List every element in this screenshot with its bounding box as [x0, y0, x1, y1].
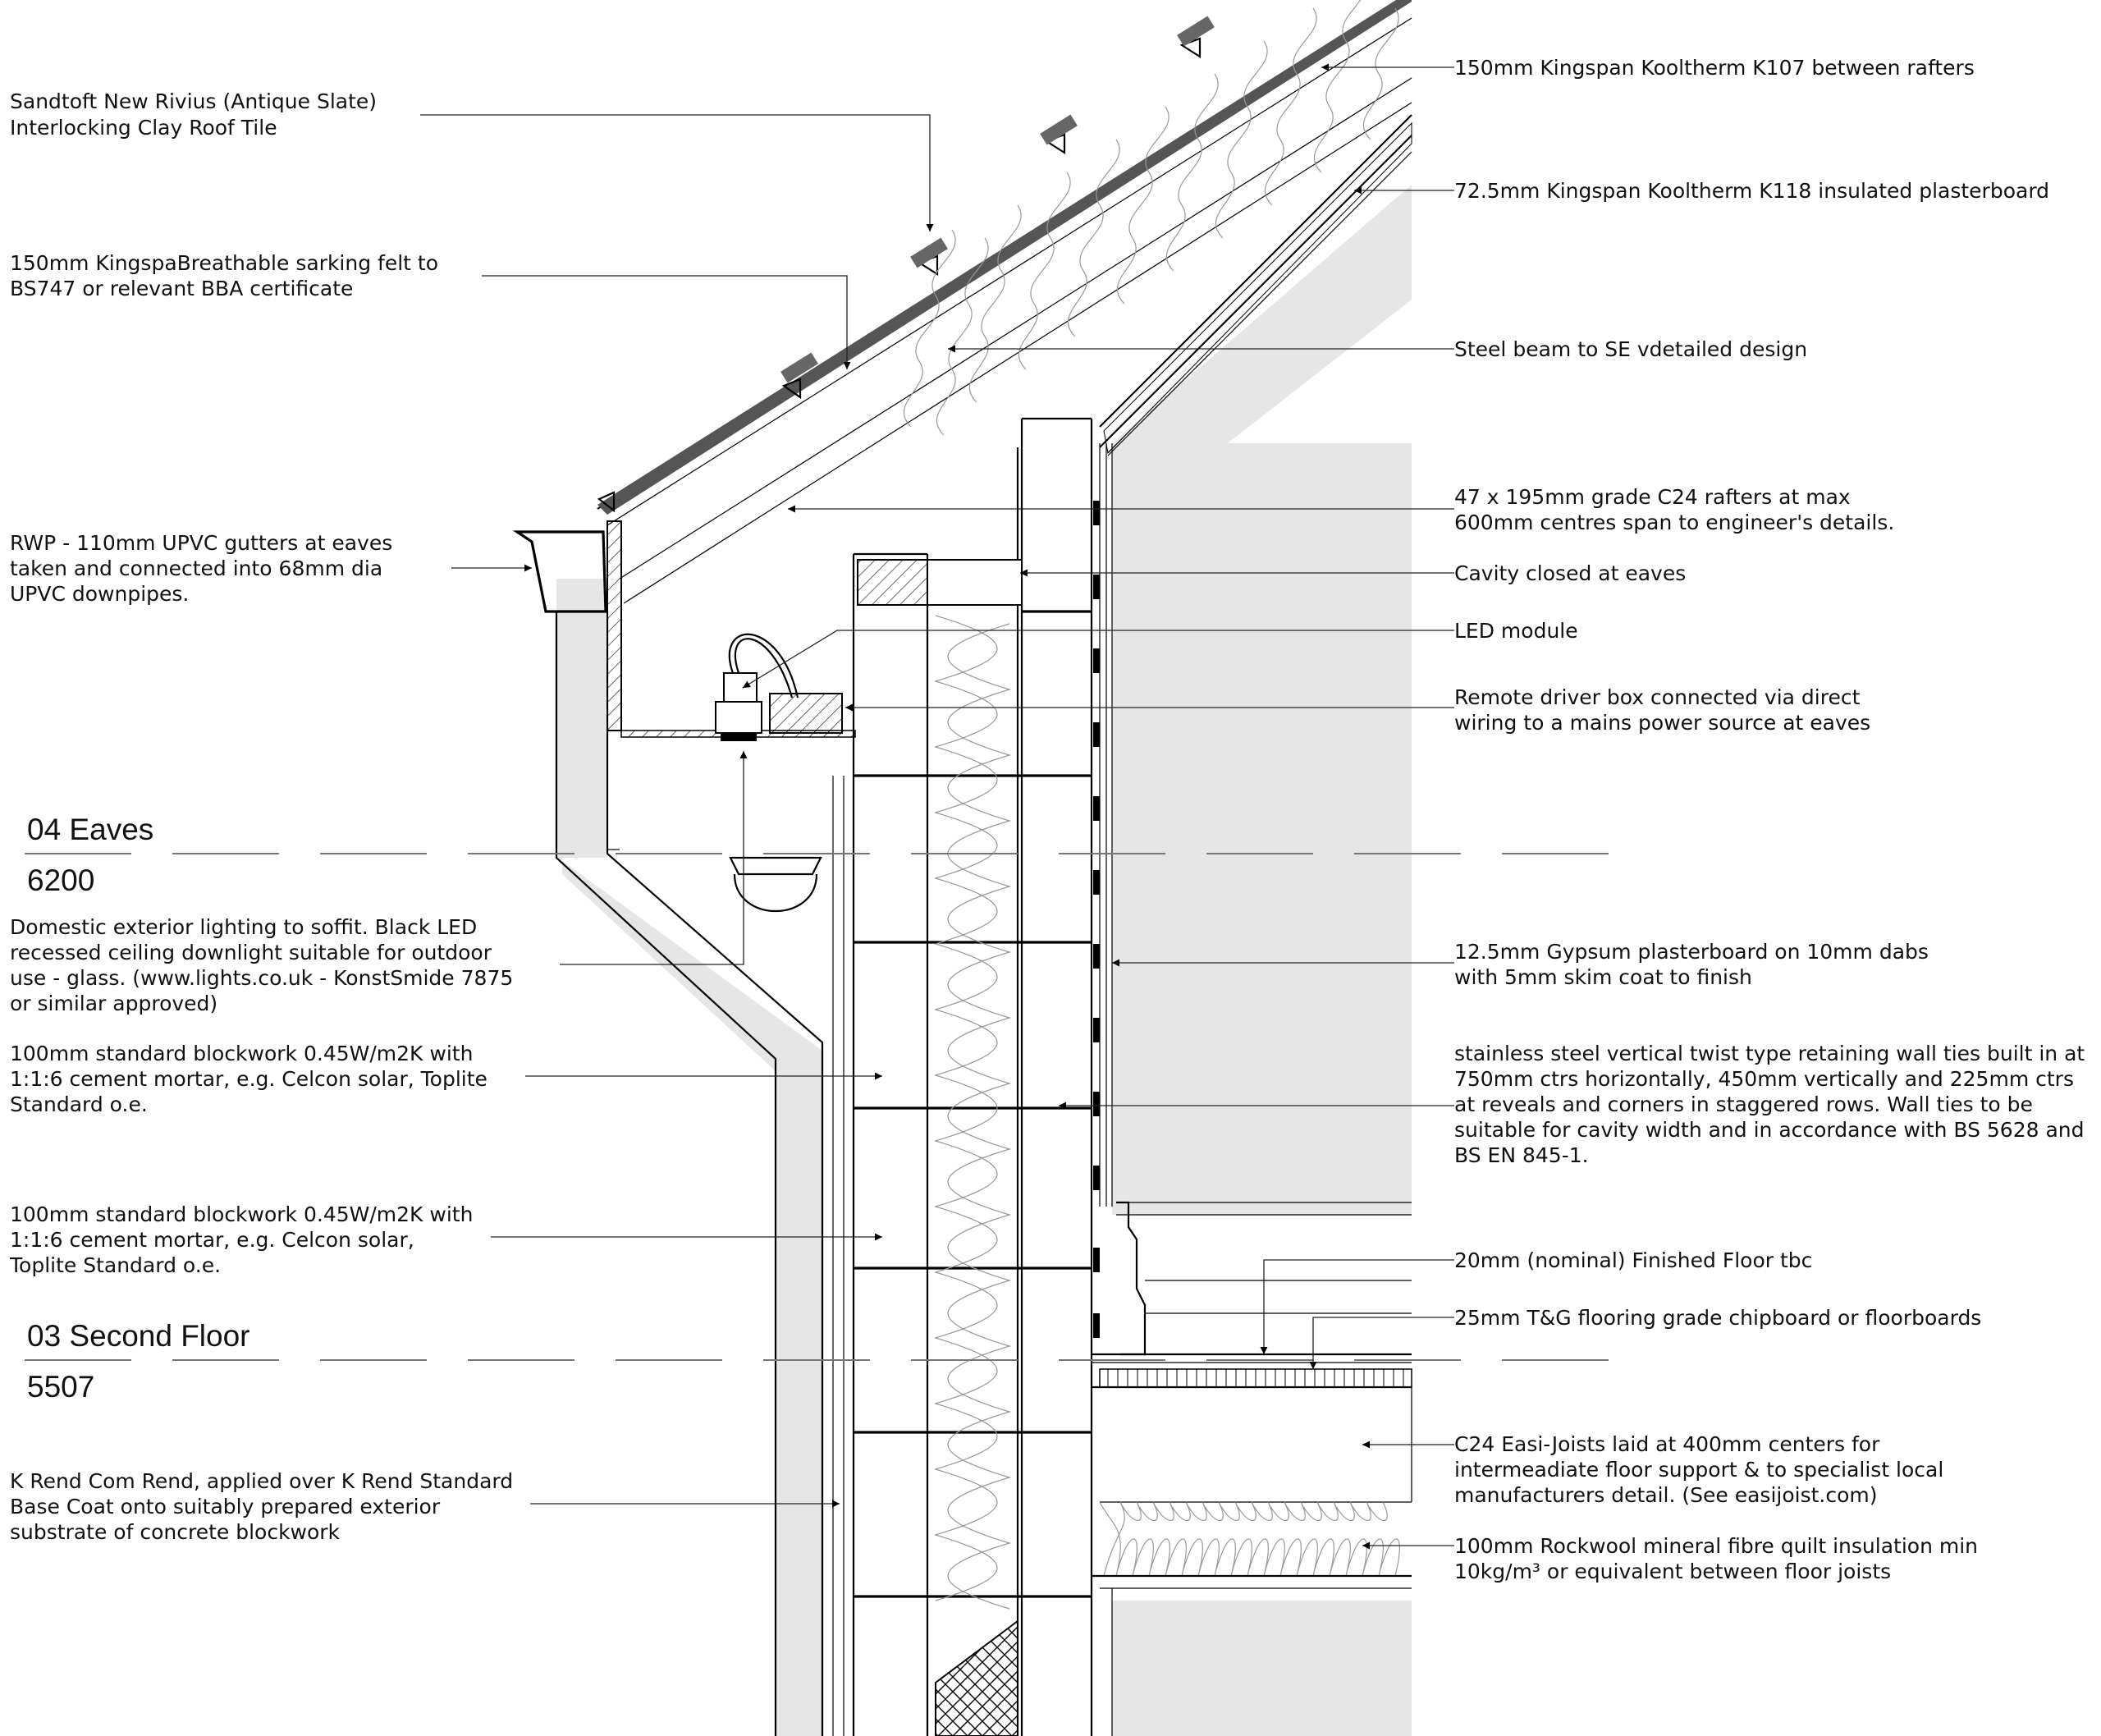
label-led-module: LED module: [1454, 619, 1578, 643]
label-rafters: 47 x 195mm grade C24 rafters at max 600mm centres span to engineer's details.: [1454, 485, 1895, 534]
label-k118: 72.5mm Kingspan Kooltherm K118 insulated plasterboard: [1454, 179, 2050, 203]
level-value-eaves: 6200: [27, 863, 95, 897]
rockwool-insulation: [1100, 1502, 1399, 1576]
label-k107: 150mm Kingspan Kooltherm K107 between rafters: [1454, 56, 1975, 80]
plaster-dabs: [1093, 501, 1100, 1338]
label-roof-tile: Sandtoft New Rivius (Antique Slate) Interlocking Clay Roof Tile: [10, 89, 378, 140]
annotations-right: [1454, 56, 2085, 1583]
level-value-second-floor: 5507: [27, 1370, 95, 1404]
label-plasterboard: 12.5mm Gypsum plasterboard on 10mm dabs with 5mm skim coat to finish: [1454, 940, 1929, 989]
level-name-second-floor: 03 Second Floor: [27, 1319, 250, 1353]
mortar-joints: [854, 611, 1092, 1596]
label-blockwork-lower: 100mm standard blockwork 0.45W/m2K with 1:1:6 cement mortar, e.g. Celcon solar, Toplite Standard o.e.: [10, 1202, 474, 1277]
label-wall-ties: stainless steel vertical twist type retaining wall ties built in at 750mm ctrs horizontally, 450mm vertically and 225mm ctrs at reveals and corners in staggered rows. Wall ties to be suitable for cavity width and in accordance with BS 5628 and BS EN 845-1.: [1454, 1042, 2085, 1167]
label-easi-joists: C24 Easi-Joists laid at 400mm centers for intermeadiate floor support & to specialist local manufacturers detail. (See easijoist.com): [1454, 1432, 1944, 1507]
label-steel-beam: Steel beam to SE vdetailed design: [1454, 337, 1808, 361]
cavity-insulation: [936, 616, 1009, 1609]
label-k-rend: K Rend Com Rend, applied over K Rend Standard Base Coat onto suitably prepared exterior substrate of concrete blockwork: [10, 1469, 514, 1544]
label-cavity-closed: Cavity closed at eaves: [1454, 561, 1687, 585]
label-soffit-lighting: Domestic exterior lighting to soffit. Black LED recessed ceiling downlight suitable for outdoor use - glass. (www.lights.co.uk - KonstSmide 7875 or similar approved): [10, 915, 514, 1015]
label-sarking-felt: 150mm KingspaBreathable sarking felt to BS747 or relevant BBA certificate: [10, 251, 439, 300]
soffit-and-downlight: [621, 634, 855, 911]
label-finished-floor: 20mm (nominal) Finished Floor tbc: [1454, 1248, 1813, 1272]
label-driver-box: Remote driver box connected via direct wiring to a mains power source at eaves: [1454, 685, 1871, 735]
cross-hatched-block: [936, 1621, 1018, 1736]
label-blockwork-upper: 100mm standard blockwork 0.45W/m2K with 1:1:6 cement mortar, e.g. Celcon solar, Toplite Standard o.e.: [10, 1042, 487, 1116]
level-name-eaves: 04 Eaves: [27, 813, 154, 846]
label-rwp-gutter: RWP - 110mm UPVC gutters at eaves taken and connected into 68mm dia UPVC downpipes.: [10, 531, 393, 606]
wall-build-up: [833, 419, 1112, 1736]
floor-deck-ticks: [1108, 1369, 1403, 1387]
label-rockwool: 100mm Rockwool mineral fibre quilt insulation min 10kg/m³ or equivalent between floor joists: [1454, 1534, 1979, 1583]
label-flooring-board: 25mm T&G flooring grade chipboard or floorboards: [1454, 1306, 1982, 1330]
